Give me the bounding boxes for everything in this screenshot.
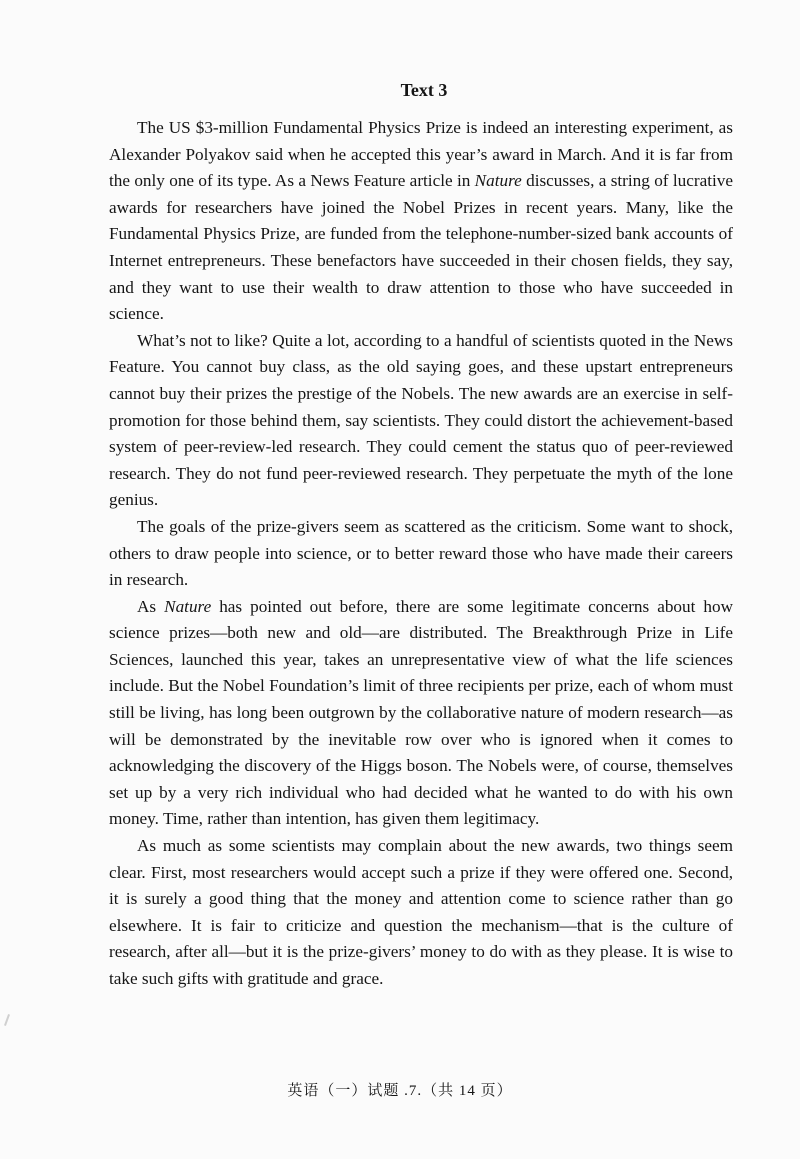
page-footer: 英语（一）试题 .7.（共 14 页） xyxy=(287,1083,513,1099)
paragraph-5: As much as some scientists may complain about the new awards, two things seem clear. First, most researchers would accept such a prize if they were offered one. Second, it is surely a good thing that the money and attention come to science rather than go elsewhere. It is fair to criticize and question the mechanism—that is the culture of research, after all—but it is the prize-givers’ money to do with as they please. It is wise to take such gifts with gratitude and grace. xyxy=(109,836,733,988)
paragraph-4: As Nature has pointed out before, there are some legitimate concerns about how science prizes—both new and old—are distributed. The Breakthrough Prize in Life Sciences, launched this year, takes an unrepresentative view of what the life sciences include. But the Nobel Foundation’s limit of three recipients per prize, each of whom must still be living, has long been outgrown by the collaborative nature of modern research—as will be demonstrated by the inevitable row over who is ignored when it comes to acknowledging the discovery of the Higgs boson. The Nobels were, of course, themselves set up by a very rich individual who had decided what he wanted to do with his own money. Time, rather than intention, has given them legitimacy. xyxy=(109,596,733,829)
italic-journal-name: Nature xyxy=(474,171,522,191)
passage-body xyxy=(109,115,733,993)
paragraph-1: The US $3-million Fundamental Physics Prize is indeed an interesting experiment, as Alexander Polyakov said when he accepted this year’s award in March. And it is far from the only one of its type. As a News Feature article in Nature discusses, a string of lucrative awards for researchers have joined the Nobel Prizes in recent years. Many, like the Fundamental Physics Prize, are funded from the telephone-number-sized bank accounts of Internet entrepreneurs. These benefactors have succeeded in their chosen fields, they say, and they want to use their wealth to draw attention to those who have succeeded in science. xyxy=(109,118,733,324)
paragraph-3: The goals of the prize-givers seem as scattered as the criticism. Some want to shock, others to draw people into science, or to better reward those who have made their careers in research. xyxy=(109,516,733,590)
paragraph-2: What’s not to like? Quite a lot, according to a handful of scientists quoted in the News Feature. You cannot buy class, as the old saying goes, and these upstart entrepreneurs cannot buy their prizes the prestige of the Nobels. The new awards are an exercise in self-promotion for those behind them, say scientists. They could distort the achievement-based system of peer-review-led research. They could cement the status quo of peer-reviewed research. They do not fund peer-reviewed research. They perpetuate the myth of the lone genius. xyxy=(109,330,733,510)
text-title: Text 3 xyxy=(400,80,448,100)
scan-mark xyxy=(4,1014,10,1026)
italic-journal-name: Nature xyxy=(164,596,212,616)
